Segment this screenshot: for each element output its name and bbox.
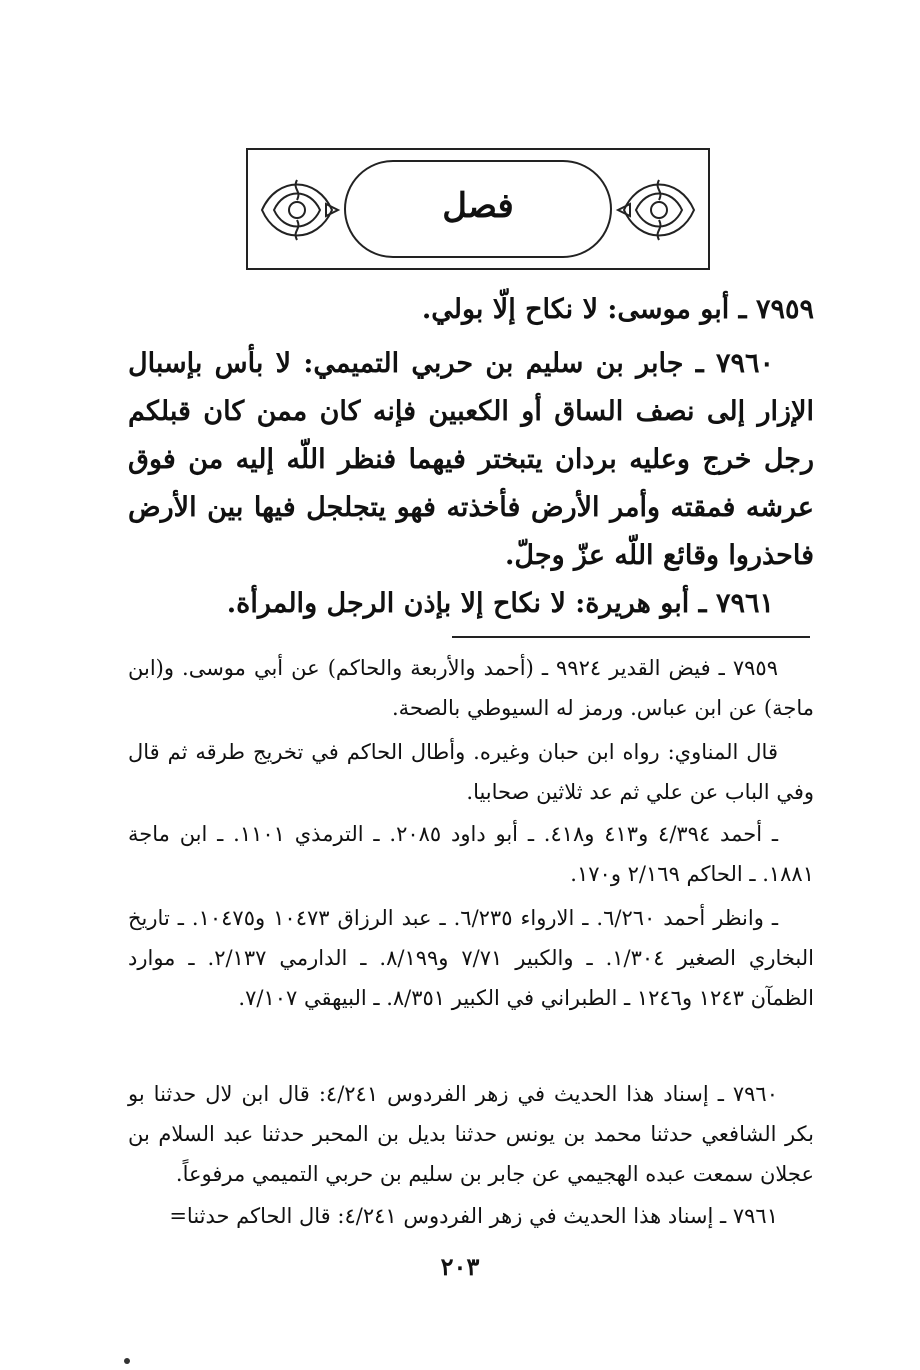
entry-text: ـ جابر بن سليم بن حربي التميمي: لا بأس بإسبال الإزار إلى نصف الساق أو الكعبين فإنه كان ممن كان قبلكم رجل خرج وعليه بردان يتبختر فيهما فنظر اللّه إليه من فوق عرشه فمقته وأمر الأرض فأخذته فهو يتجلجل فيها بين الأرض فاحذروا وقائع اللّه عزّ وجلّ. bbox=[128, 348, 814, 571]
section-header-frame bbox=[246, 148, 710, 270]
footnote bbox=[128, 648, 814, 728]
entry-number: ٧٩٦٠ bbox=[715, 348, 774, 379]
footnote bbox=[128, 898, 814, 1018]
section-title: فصل bbox=[442, 186, 514, 226]
footnote-text: ـ أحمد ٤/٣٩٤ و٤١٣ و٤١٨. ـ أبو داود ٢٠٨٥. ـ الترمذي ١١٠١. ـ ابن ماجة ١٨٨١. ـ الحاكم ٢/١٦٩ و١٧٠. bbox=[128, 822, 814, 886]
footnote bbox=[128, 732, 814, 812]
entry-text: ـ أبو موسى: لا نكاح إلّا بولي. bbox=[421, 294, 747, 325]
footnote-text: ٧٩٦٠ ـ إسناد هذا الحديث في زهر الفردوس ٤/٢٤١: قال ابن لال حدثنا بو بكر الشافعي حدثنا محمد بن يونس حدثنا بديل بن المحبر حدثنا عبد السلام بن عجلان سمعت عبده الهجيمي عن جابر بن سليم بن حربي التميمي مرفوعاً. bbox=[128, 1082, 814, 1186]
footnote-text: قال المناوي: رواه ابن حبان وغيره. وأطال الحاكم في تخريج طرقه ثم قال وفي الباب عن علي ثم عد ثلاثين صحابيا. bbox=[128, 740, 814, 804]
footnote bbox=[128, 1074, 814, 1194]
entry-text: ـ أبو هريرة: لا نكاح إلا بإذن الرجل والمرأة. bbox=[226, 588, 707, 619]
page-number: ٢٠٣ bbox=[440, 1252, 480, 1281]
footnote bbox=[128, 1196, 814, 1236]
hadith-entry bbox=[128, 286, 814, 334]
footnote-text: ٧٩٥٩ ـ فيض القدير ٩٩٢٤ ـ (أحمد والأربعة والحاكم) عن أبي موسى. و(ابن ماجة) عن ابن عباس. ورمز له السيوطي بالصحة. bbox=[128, 656, 814, 720]
scan-speck bbox=[124, 1358, 130, 1364]
footnote-divider bbox=[452, 636, 810, 638]
footnote-text: ـ وانظر أحمد ٦/٢٦٠. ـ الارواء ٦/٢٣٥. ـ عبد الرزاق ١٠٤٧٣ و١٠٤٧٥. ـ تاريخ البخاري الصغير ١/٣٠٤. ـ والكبير ٧/٧١ و٨/١٩٩. ـ الدارمي ٢/١٣٧. ـ موارد الظمآن ١٢٤٣ و١٢٤٦ ـ الطبراني في الكبير ٨/٣٥١. ـ البيهقي ٧/١٠٧. bbox=[128, 906, 815, 1010]
footnote bbox=[128, 814, 814, 894]
hadith-entry bbox=[128, 580, 814, 628]
entry-number: ٧٩٦١ bbox=[715, 588, 774, 619]
hadith-entry bbox=[128, 340, 814, 580]
entry-number: ٧٩٥٩ bbox=[755, 294, 814, 325]
footnote-text: ٧٩٦١ ـ إسناد هذا الحديث في زهر الفردوس ٤/٢٤١: قال الحاكم حدثنا= bbox=[169, 1204, 778, 1228]
